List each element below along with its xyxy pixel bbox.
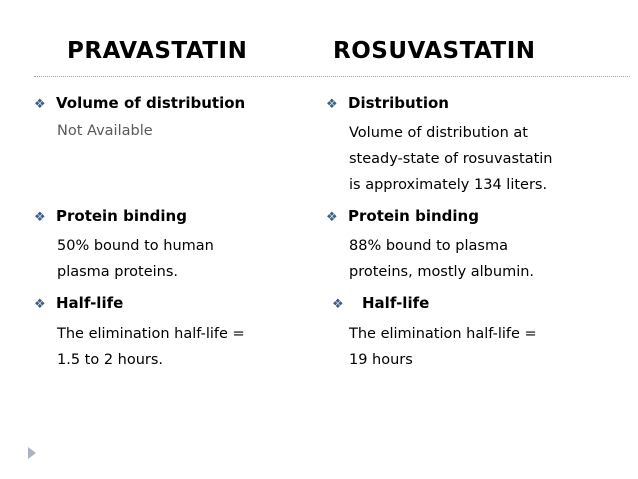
bullet-title: Volume of distribution — [56, 94, 246, 112]
bullet-title: Distribution — [348, 94, 449, 112]
diamond-bullet-icon: ❖ — [326, 210, 338, 225]
diamond-bullet-icon: ❖ — [34, 210, 46, 225]
text-line: 88% bound to plasma — [349, 238, 508, 254]
bullet-title: Half-life — [56, 294, 124, 312]
distribution-value — [349, 120, 553, 198]
header-divider — [34, 76, 630, 77]
text-line: 50% bound to human — [57, 238, 214, 254]
diamond-bullet-icon: ❖ — [34, 297, 46, 312]
bullet-half-life-rosuvastatin — [332, 294, 429, 314]
slide-marker-icon — [28, 447, 36, 459]
text-line: The elimination half-life = — [57, 326, 245, 342]
text-line: Volume of distribution at — [349, 125, 528, 141]
text-line: 1.5 to 2 hours. — [57, 352, 164, 368]
bullet-half-life — [34, 294, 123, 314]
text-line: is approximately 134 liters. — [349, 177, 548, 193]
text-line: Not Available — [57, 123, 153, 139]
diamond-bullet-icon: ❖ — [326, 97, 338, 112]
protein-binding-value — [57, 233, 214, 285]
bullet-protein-binding-rosuvastatin — [326, 207, 479, 227]
text-line: plasma proteins. — [57, 264, 178, 280]
bullet-title: Protein binding — [348, 207, 479, 225]
rosuvastatin-heading: ROSUVASTATIN — [333, 38, 536, 64]
text-line: The elimination half-life = — [349, 326, 537, 342]
bullet-volume-of-distribution — [34, 94, 245, 114]
half-life-value-rosuvastatin — [349, 321, 537, 373]
text-line: 19 hours — [349, 352, 413, 368]
bullet-protein-binding — [34, 207, 187, 227]
diamond-bullet-icon: ❖ — [34, 97, 46, 112]
text-line: steady-state of rosuvastatin — [349, 151, 553, 167]
pravastatin-heading: PRAVASTATIN — [67, 38, 248, 64]
bullet-title: Protein binding — [56, 207, 187, 225]
diamond-bullet-icon: ❖ — [332, 297, 344, 312]
half-life-value — [57, 321, 245, 373]
text-line: proteins, mostly albumin. — [349, 264, 535, 280]
bullet-distribution — [326, 94, 449, 114]
protein-binding-value-rosuvastatin — [349, 233, 534, 285]
volume-of-distribution-value — [57, 118, 153, 144]
bullet-title: Half-life — [362, 294, 430, 312]
